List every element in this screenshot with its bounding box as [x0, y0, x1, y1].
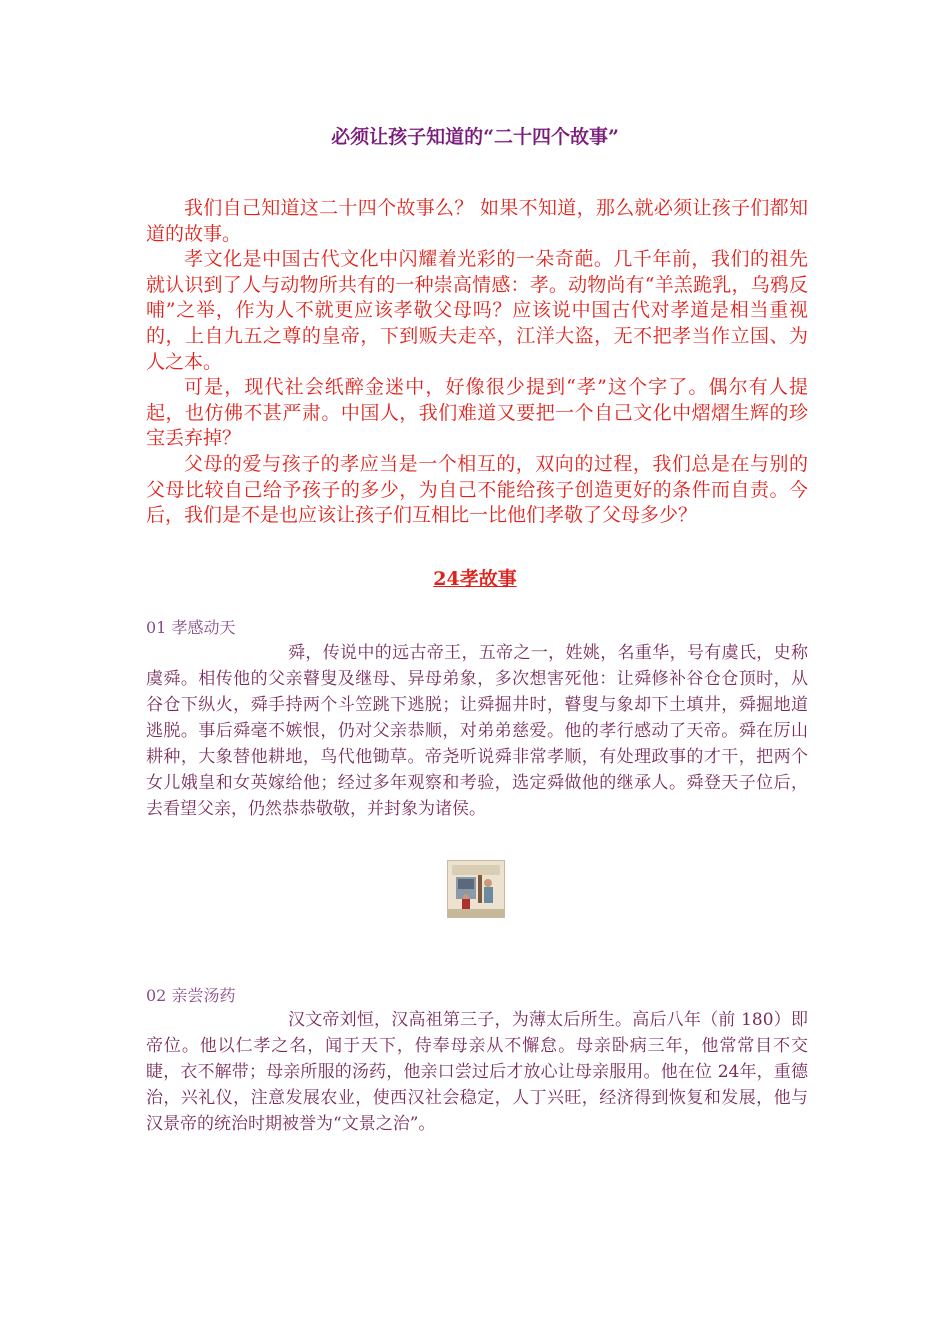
section-subtitle: 24孝故事 — [433, 568, 517, 590]
intro-paragraph: 孝文化是中国古代文化中闪耀着光彩的一朵奇葩。几千年前，我们的祖先就认识到了人与动物所共有的一种崇高情感：孝。动物尚有“羊羔跪乳，乌鸦反哺”之举，作为人不就更应该孝敬父母吗？应该说中国古代对孝道是相当重视的，上自九五之尊的皇帝，下到贩夫走卒，江洋大盗，无不把孝当作立国、为人之本。 — [146, 248, 808, 373]
intro-section — [146, 196, 808, 529]
intro-paragraph: 可是，现代社会纸醉金迷中，好像很少提到“孝”这个字了。偶尔有人提起，也仿佛不甚严肃。中国人，我们难道又要把一个自己文化中熠熠生辉的珍宝丢弃掉？ — [146, 376, 808, 450]
story-body-01 — [146, 640, 808, 822]
intro-paragraph: 父母的爱与孩子的孝应当是一个相互的，双向的过程，我们总是在与别的父母比较自己给予孩子的多少，为自己不能给孩子创造更好的条件而自责。今后，我们是不是也应该让孩子们互相比一比他们孝敬了父母多少？ — [146, 452, 808, 527]
story-paragraph: 舜，传说中的远古帝王，五帝之一，姓姚，名重华，号有虞氏，史称虞舜。相传他的父亲瞽叟及继母、异母弟象，多次想害死他：让舜修补谷仓仓顶时，从谷仓下纵火，舜手持两个斗笠跳下逃脱；让舜掘井时，瞽叟与象却下土填井，舜掘地道逃脱。事后舜毫不嫉恨，仍对父亲恭顺，对弟弟慈爱。他的孝行感动了天帝。舜在厉山耕种，大象替他耕地，鸟代他锄草。帝尧听说舜非常孝顺，有处理政事的才干，把两个女儿娥皇和女英嫁给他；经过多年观察和考验，选定舜做他的继承人。舜登天子位后，去看望父亲，仍然恭恭敬敬，并封象为诸侯。 — [146, 643, 808, 819]
intro-paragraph: 我们自己知道这二十四个故事么？ 如果不知道，那么就必须让孩子们都知道的故事。 — [146, 197, 808, 245]
story-heading-02: 02 亲尝汤药 — [146, 986, 236, 1005]
page-title: 必须让孩子知道的“二十四个故事” — [331, 126, 619, 148]
story-body-02 — [146, 1007, 808, 1137]
story-paragraph: 汉文帝刘恒，汉高祖第三子，为薄太后所生。高后八年（前 180）即帝位。他以仁孝之名，闻于天下，侍奉母亲从不懈怠。母亲卧病三年，他常常目不交睫，衣不解带；母亲所服的汤药，他亲口尝过后才放心让母亲服用。他在位 24年，重德治，兴礼仪，注意发展农业，使西汉社会稳定，人丁兴旺，经济得到恢复和发展，他与汉景帝的统治时期被誉为“文景之治”。 — [146, 1010, 808, 1134]
story-heading-01: 01 孝感动天 — [146, 618, 236, 637]
illustration-drawing — [448, 861, 504, 917]
story-illustration-image — [447, 860, 505, 918]
